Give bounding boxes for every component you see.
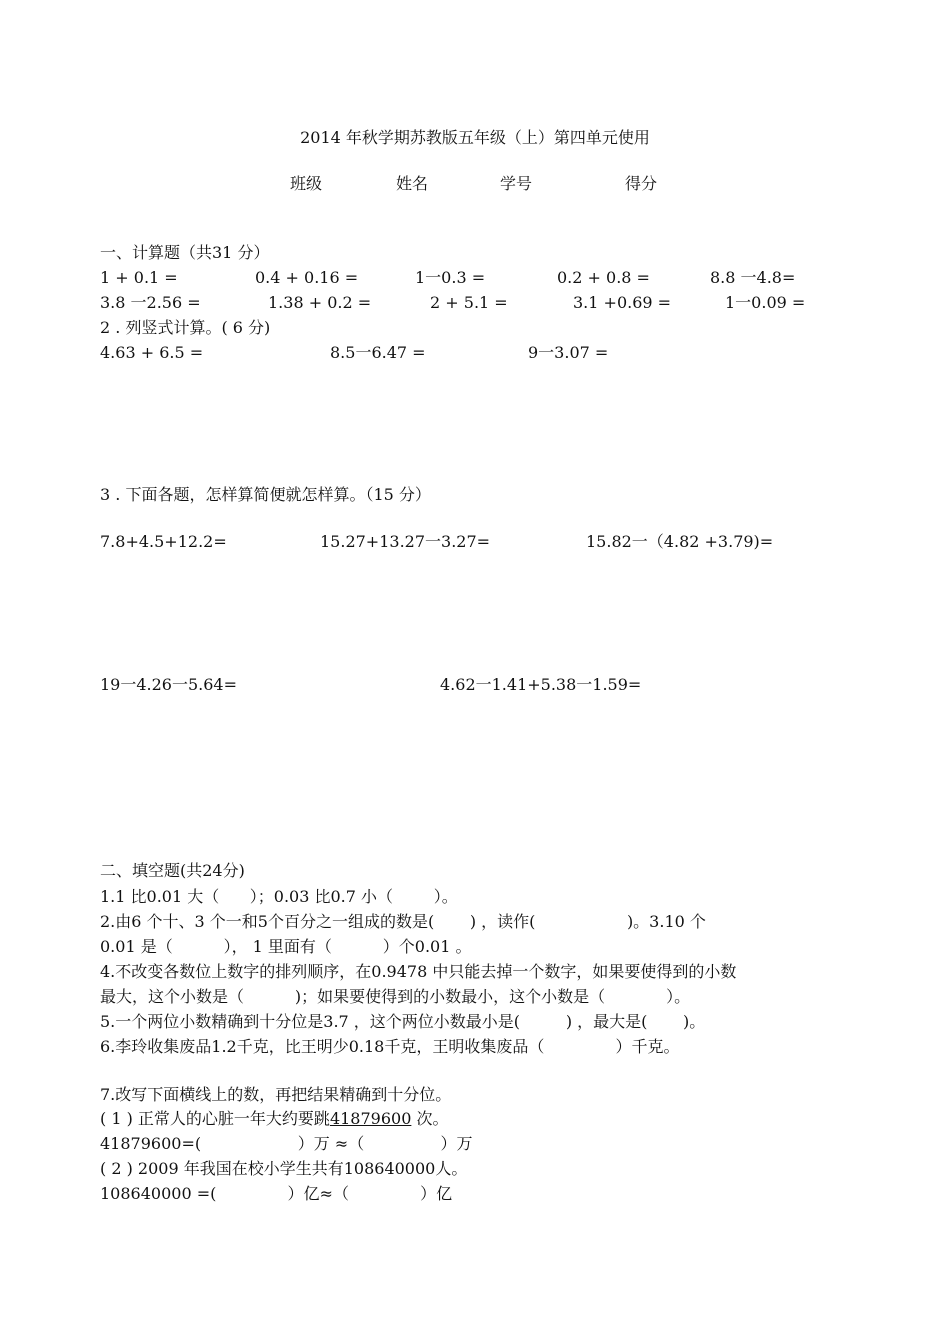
page-title: 2014 年秋学期苏教版五年级（上）第四单元使用 xyxy=(300,128,650,147)
section2-heading: 二、填空题(共24分) xyxy=(100,861,245,880)
rewrite-answer-1: 41879600=( ）万 ≈（ ）万 xyxy=(100,1134,473,1153)
calc-item: 2 + 5.1 = xyxy=(430,293,508,312)
calc-item: 1 + 0.1 = xyxy=(100,268,178,287)
simplify-calc-heading: 3 . 下面各题，怎样算简便就怎样算。（15 分） xyxy=(100,485,431,504)
fill-blank-line: 最大，这个小数是（ )；如果要使得到的小数最小，这个小数是（ ）。 xyxy=(100,987,691,1006)
underlined-number: 41879600 xyxy=(329,1109,412,1128)
fill-blank-line: 1.1 比0.01 大（ ）；0.03 比0.7 小（ ）。 xyxy=(100,887,458,906)
rewrite-question-heading: 7.改写下面横线上的数，再把结果精确到十分位。 xyxy=(100,1085,452,1104)
calc-item: 0.4 + 0.16 = xyxy=(255,268,359,287)
simplify-calc-item: 7.8+4.5+12.2= xyxy=(100,532,227,551)
vertical-calc-item: 9一3.07 = xyxy=(528,343,609,362)
calc-item: 0.2 + 0.8 = xyxy=(557,268,650,287)
vertical-calc-item: 8.5一6.47 = xyxy=(330,343,426,362)
simplify-calc-item: 15.27+13.27一3.27= xyxy=(320,532,491,551)
calc-item: 1.38 + 0.2 = xyxy=(268,293,372,312)
score-field-label: 得分 xyxy=(625,174,658,193)
section1-heading: 一、计算题（共31 分） xyxy=(100,243,270,262)
calc-item: 1一0.3 = xyxy=(415,268,486,287)
calc-item: 3.1 +0.69 = xyxy=(573,293,672,312)
fill-blank-line: 6.李玲收集废品1.2千克，比王明少0.18千克，王明收集废品（ ）千克。 xyxy=(100,1037,680,1056)
calc-item: 8.8 一4.8= xyxy=(710,268,796,287)
fill-blank-line: 5.一个两位小数精确到十分位是3.7 ，这个两位小数最小是( ) ，最大是( )。 xyxy=(100,1012,706,1031)
fill-blank-line: 0.01 是（ ）， 1 里面有（ ）个0.01 。 xyxy=(100,937,472,956)
fill-blank-line: 4.不改变各数位上数字的排列顺序，在0.9478 中只能去掉一个数字，如果要使得到的小数 xyxy=(100,962,737,981)
simplify-calc-item: 4.62一1.41+5.38一1.59= xyxy=(440,675,642,694)
calc-item: 1一0.09 = xyxy=(725,293,806,312)
rewrite-question-2: ( 2 ) 2009 年我国在校小学生共有108640000人。 xyxy=(100,1159,468,1178)
fill-blank-line: 2.由6 个十、3 个一和5个百分之一组成的数是( ) ，读作( )。3.10 个 xyxy=(100,912,706,931)
simplify-calc-item: 15.82一（4.82 +3.79)= xyxy=(586,532,774,551)
rewrite-question-1-suffix: 次。 xyxy=(411,1109,449,1128)
rewrite-question-1-prefix: ( 1 ) 正常人的心脏一年大约要跳 xyxy=(100,1109,330,1128)
rewrite-answer-2: 108640000 =( ）亿≈（ ）亿 xyxy=(100,1184,453,1203)
rewrite-question-1 xyxy=(100,1109,448,1129)
calc-item: 3.8 一2.56 = xyxy=(100,293,201,312)
vertical-calc-item: 4.63 + 6.5 = xyxy=(100,343,204,362)
vertical-calc-heading: 2 . 列竖式计算。( 6 分) xyxy=(100,318,271,337)
simplify-calc-item: 19一4.26一5.64= xyxy=(100,675,238,694)
name-field-label: 姓名 xyxy=(396,174,429,193)
class-field-label: 班级 xyxy=(290,174,323,193)
student-number-field-label: 学号 xyxy=(500,174,533,193)
